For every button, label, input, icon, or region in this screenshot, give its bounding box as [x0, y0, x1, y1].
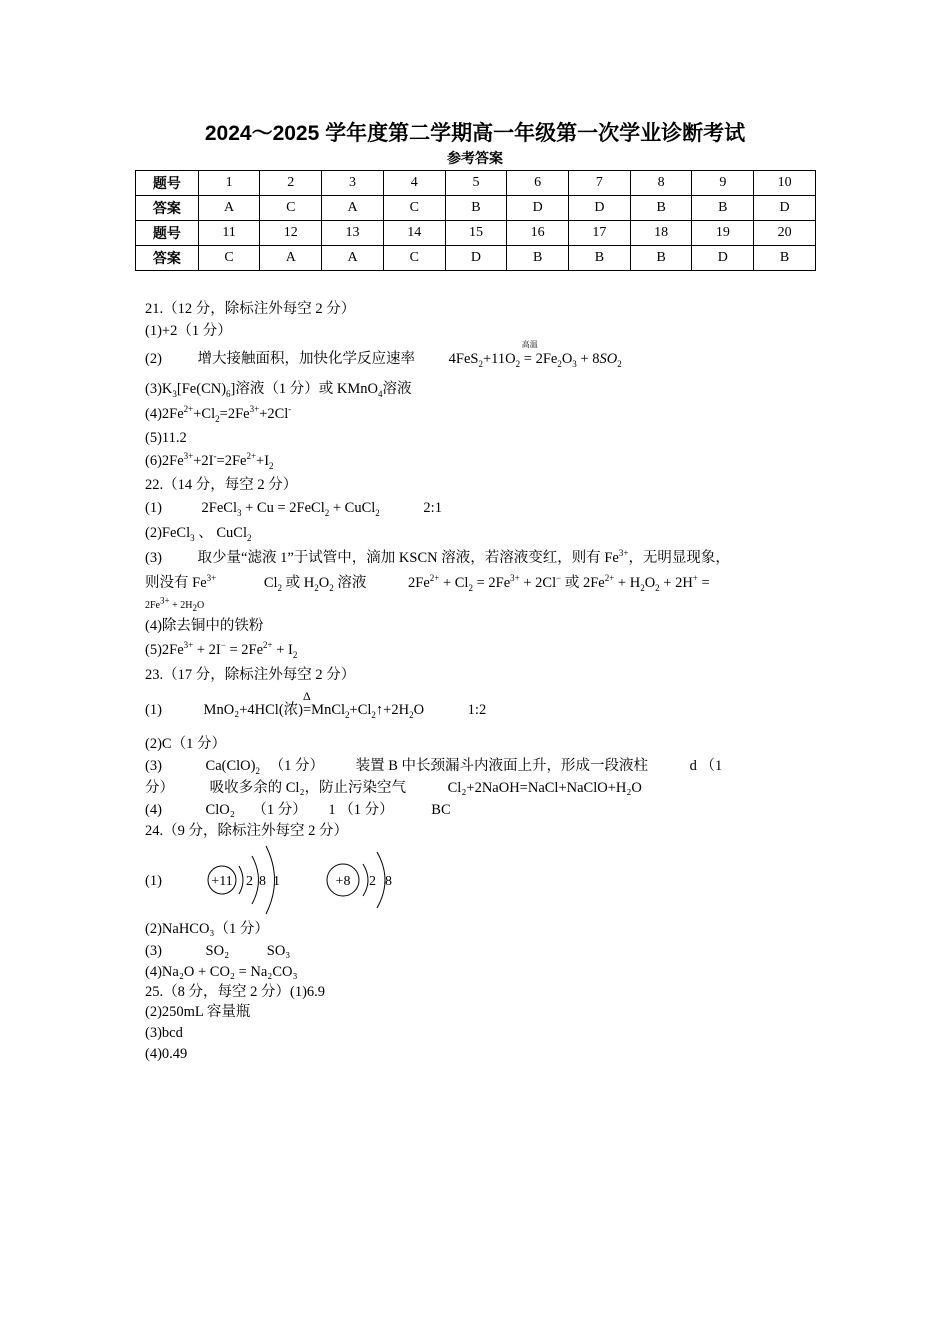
- sodium-shell-count: 2: [246, 874, 253, 889]
- table-cell: D: [569, 196, 631, 221]
- table-cell: B: [445, 196, 507, 221]
- table-cell: 3: [322, 171, 384, 196]
- table-cell: D: [692, 246, 754, 271]
- page-subtitle: 参考答案: [447, 150, 503, 166]
- table-row: [136, 246, 816, 271]
- q23-part4: (4) ClO₂ （1 分） 1 （1 分） BC: [145, 802, 451, 818]
- row-header: 题号: [136, 221, 199, 246]
- table-cell: 14: [383, 221, 445, 246]
- table-cell: 20: [754, 221, 816, 246]
- q22-heading: 22.（14 分，每空 2 分）: [145, 477, 298, 493]
- table-cell: C: [383, 246, 445, 271]
- table-cell: 17: [569, 221, 631, 246]
- table-cell: B: [507, 246, 569, 271]
- table-cell: B: [630, 196, 692, 221]
- table-cell: 5: [445, 171, 507, 196]
- q21-part2: (2) 增大接触面积，加快化学反应速率 $4FeS_2+11O_2$ 高温 = $2Fe_2O_3 + 8SO_2$: [145, 340, 622, 369]
- sodium-shell-count: 8: [259, 874, 266, 889]
- table-cell: C: [260, 196, 322, 221]
- oxygen-shell-arc-2: [377, 852, 385, 908]
- table-cell: 19: [692, 221, 754, 246]
- q21-part4: $(4)2Fe^{2+}+Cl_2=2Fe^{3+}+2Cl^-$: [145, 404, 292, 424]
- table-cell: B: [630, 246, 692, 271]
- table-cell: 8: [630, 171, 692, 196]
- q22-part3-line2: 则没有 $Fe^{3+}$ $Cl_2$ 或 $H_2O_2$ 溶液 $2Fe^{2+} + Cl_2 = 2Fe^{3+} + 2Cl^-$ 或 $2Fe^{2+} + H_2O_2 + 2H^+$ =: [145, 573, 710, 593]
- table-cell: D: [754, 196, 816, 221]
- q22-part3-line3: $2Fe^{3+} + 2H_2O$: [145, 595, 205, 613]
- table-cell: D: [507, 196, 569, 221]
- table-cell: 16: [507, 221, 569, 246]
- q21-part6: $(6)2Fe^{3+}+2I^-=2Fe^{2+}+I_2$: [145, 451, 274, 471]
- table-cell: C: [198, 246, 260, 271]
- oxygen-atom-diagram: [327, 852, 392, 908]
- table-cell: 1: [198, 171, 260, 196]
- q22-part2: (2)FeCl$_3$ 、 CuCl$_2$: [145, 525, 252, 543]
- q22-part4: (4)除去铜中的铁粉: [145, 618, 264, 634]
- table-cell: 12: [260, 221, 322, 246]
- table-cell: A: [260, 246, 322, 271]
- table-row: [136, 196, 816, 221]
- table-cell: A: [322, 196, 384, 221]
- q24-part1-label: (1): [145, 873, 162, 889]
- q25-part2: (2)250mL 容量瓶: [145, 1004, 251, 1020]
- atom-structure-diagrams: [195, 840, 415, 920]
- q22-part1: (1) 2FeCl$_3$ + Cu = 2FeCl$_2$ + CuCl$_2$ 2:1: [145, 500, 442, 518]
- q25-heading: 25.（8 分，每空 2 分）(1)6.9: [145, 984, 326, 1000]
- q21-part3: $(3)K_3[Fe(CN)_6]$溶液（1 分）或 KMnO$_4$溶液: [145, 381, 412, 399]
- table-cell: B: [754, 246, 816, 271]
- table-cell: B: [569, 246, 631, 271]
- q23-part1: (1) MnO₂+4HCl(浓) Δ $=MnCl_2+Cl_2↑+2H_2O$ 1:2: [145, 689, 487, 720]
- table-cell: 6: [507, 171, 569, 196]
- oxygen-nucleus-label: +8: [335, 874, 351, 889]
- sodium-shell-arc-1: [239, 866, 243, 894]
- q23-part3-line2: 分） 吸收多余的 Cl₂，防止污染空气 Cl₂+2NaOH=NaCl+NaClO+H₂O: [145, 780, 642, 796]
- q24-heading: 24.（9 分，除标注外每空 2 分）: [145, 823, 348, 839]
- table-cell: 15: [445, 221, 507, 246]
- row-header: 题号: [136, 171, 199, 196]
- sodium-atom-diagram: [208, 846, 280, 914]
- table-cell: 2: [260, 171, 322, 196]
- q23-part2: (2)C（1 分）: [145, 736, 226, 752]
- q21-equation-fes2: $4FeS_2+11O_2$ 高温 = $2Fe_2O_3 + 8SO_2$: [448, 340, 622, 369]
- answer-table: [135, 170, 816, 271]
- page-title: 2024～2025 学年度第二学期高一年级第一次学业诊断考试: [204, 122, 746, 145]
- q24-part3: (3) SO₂ SO₃: [145, 943, 291, 959]
- table-cell: C: [383, 196, 445, 221]
- q25-part3: (3)bcd: [145, 1025, 183, 1041]
- q22-part5: $(5)2Fe^{3+} + 2I^- = 2Fe^{2+} + I_2$: [145, 640, 298, 660]
- table-cell: B: [692, 196, 754, 221]
- row-header: 答案: [136, 246, 199, 271]
- table-cell: D: [445, 246, 507, 271]
- oxygen-shell-arc-1: [363, 864, 368, 896]
- table-cell: A: [198, 196, 260, 221]
- table-cell: 11: [198, 221, 260, 246]
- q21-part1: (1)+2（1 分）: [145, 323, 232, 339]
- oxygen-shell-count: 2: [369, 874, 376, 889]
- q23-part3-line1: (3) $Ca(ClO)_2$ （1 分） 装置 B 中长颈漏斗内液面上升，形成一段液柱 d （1: [145, 758, 723, 776]
- sodium-nucleus-label: +11: [211, 874, 233, 889]
- row-header: 答案: [136, 196, 199, 221]
- q21-heading: 21.（12 分，除标注外每空 2 分）: [145, 301, 356, 317]
- q24-part2: (2)NaHCO₃（1 分）: [145, 921, 269, 937]
- table-cell: 10: [754, 171, 816, 196]
- oxygen-shell-count: 8: [385, 874, 392, 889]
- q24-part4: (4)Na₂O + CO₂ = Na₂CO₃: [145, 964, 298, 980]
- table-cell: 7: [569, 171, 631, 196]
- table-row: [136, 171, 816, 196]
- q23-heading: 23.（17 分，除标注外每空 2 分）: [145, 667, 356, 683]
- table-cell: A: [322, 246, 384, 271]
- q21-part5: (5)11.2: [145, 430, 187, 446]
- table-cell: 13: [322, 221, 384, 246]
- table-cell: 9: [692, 171, 754, 196]
- table-row: [136, 221, 816, 246]
- table-cell: 4: [383, 171, 445, 196]
- sodium-shell-count: 1: [273, 874, 280, 889]
- q22-part3-line1: (3) 取少量“滤液 1”于试管中，滴加 KSCN 溶液，若溶液变红，则有 $Fe^{3+}$，无明显现象，: [145, 548, 730, 566]
- table-cell: 18: [630, 221, 692, 246]
- q25-part4: (4)0.49: [145, 1046, 188, 1062]
